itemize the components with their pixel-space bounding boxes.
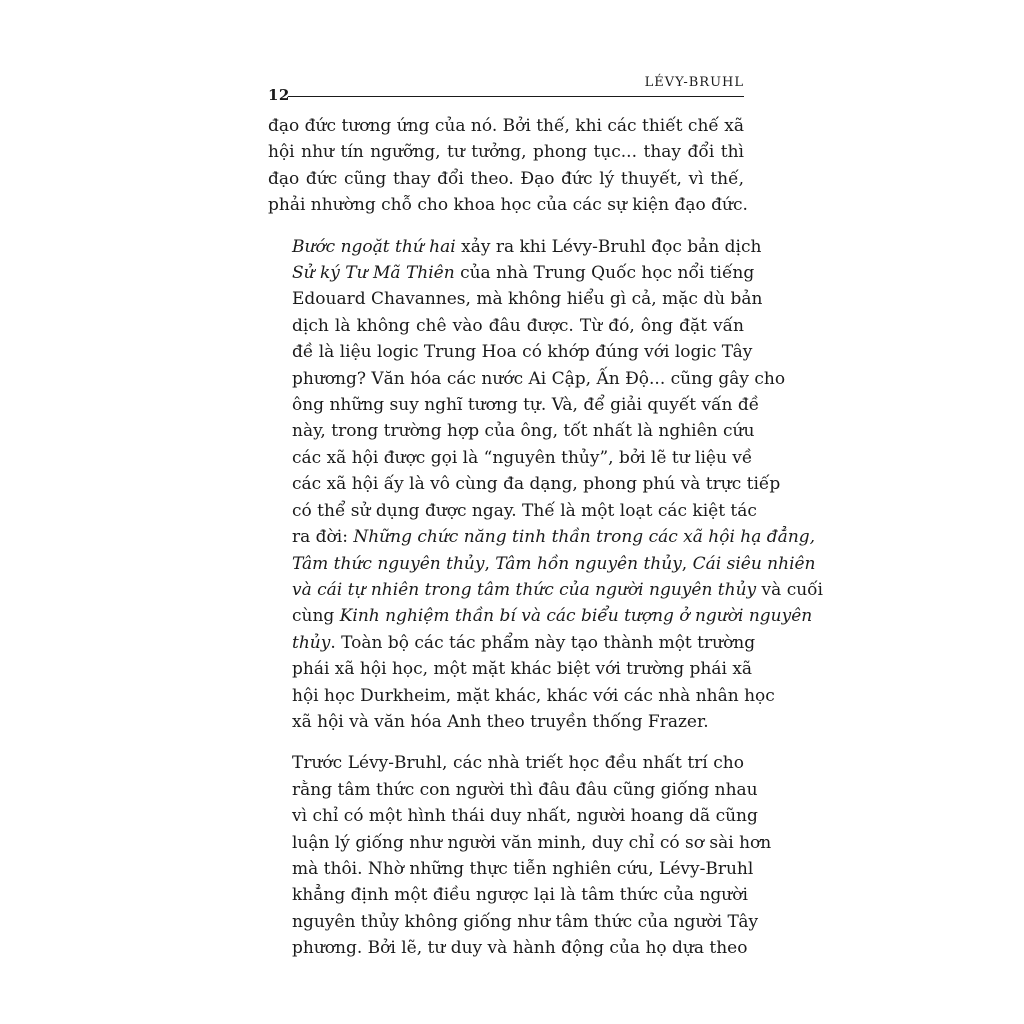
text-line	[268, 630, 756, 656]
text-line	[268, 551, 816, 577]
text-segment: này, trong trường hợp của ông, tốt nhất là nghiên cứu	[292, 421, 755, 442]
text-segment: Edouard Chavannes, mà không hiểu gì cả, mặc dù bản	[292, 289, 763, 310]
text-line	[268, 366, 786, 392]
text-line	[268, 777, 758, 803]
text-line	[268, 166, 744, 192]
italic-title-segment: Cái siêu nhiên	[692, 553, 816, 574]
header-rule	[288, 96, 744, 97]
italic-title-segment: và cái tự nhiên trong tâm thức của người nguyên thủy	[292, 579, 757, 600]
text-segment: các xã hội ấy là vô cùng đa dạng, phong phú và trực tiếp	[292, 474, 781, 495]
text-line	[268, 339, 753, 365]
paragraph	[268, 234, 823, 736]
text-line	[268, 803, 758, 829]
text-line	[268, 445, 753, 471]
text-segment: rằng tâm thức con người thì đâu đâu cũng giống nhau	[292, 779, 758, 800]
text-segment: Trước Lévy-Bruhl, các nhà triết học đều nhất trí cho	[292, 753, 744, 774]
text-line	[268, 882, 748, 908]
text-line	[268, 856, 754, 882]
text-line	[268, 139, 744, 165]
text-line	[268, 260, 755, 286]
text-line	[268, 392, 760, 418]
text-segment: nguyên thủy không giống như tâm thức của người Tây	[292, 911, 759, 932]
text-line	[268, 750, 744, 776]
text-segment: ra đời:	[292, 527, 354, 548]
text-segment: phương. Bởi lẽ, tư duy và hành động của họ dựa theo	[292, 938, 748, 959]
text-segment: và cuối	[756, 579, 823, 600]
text-line	[268, 935, 748, 961]
text-segment: phái xã hội học, một mặt khác biệt với trường phái xã	[292, 659, 753, 680]
text-segment: ,	[484, 553, 496, 574]
text-line	[268, 709, 744, 735]
text-segment: đạo đức cũng thay đổi theo. Đạo đức lý thuyết, vì thế,	[268, 168, 744, 189]
text-line	[268, 909, 759, 935]
italic-title-segment: Sử ký Tư Mã Thiên	[292, 263, 455, 284]
italic-title-segment: Tâm hồn nguyên thủy	[495, 553, 682, 574]
text-line	[268, 830, 772, 856]
text-line	[268, 113, 744, 139]
paragraph	[268, 750, 772, 961]
text-segment: xảy ra khi Lévy-Bruhl đọc bản dịch	[455, 236, 762, 257]
text-segment: có thể sử dụng được ngay. Thế là một loạt các kiệt tác	[292, 500, 757, 521]
text-segment: khẳng định một điều ngược lại là tâm thức của người	[292, 885, 748, 906]
text-segment: luận lý giống như người văn minh, duy chỉ có sơ sài hơn	[292, 832, 772, 853]
text-segment: dịch là không chê vào đâu được. Từ đó, ông đặt vấn	[292, 315, 744, 336]
text-segment: hội như tín ngưỡng, tư tưởng, phong tục... thay đổi thì	[268, 142, 744, 163]
text-line	[268, 656, 753, 682]
text-segment: của nhà Trung Quốc học nổi tiếng	[454, 263, 755, 284]
italic-title-segment: Bước ngoặt thứ hai	[292, 236, 456, 257]
italic-title-segment: Kinh nghiệm thần bí và các biểu tượng ở người nguyên	[339, 606, 813, 627]
book-page	[268, 70, 823, 962]
text-segment: vì chỉ có một hình thái duy nhất, người hoang dã cũng	[292, 806, 758, 827]
text-line	[268, 234, 762, 260]
page-number: 12	[268, 86, 290, 104]
text-segment: hội học Durkheim, mặt khác, khác với các nhà nhân học	[292, 685, 775, 706]
text-line	[268, 471, 781, 497]
italic-title-segment: Những chức năng tinh thần trong các xã hội hạ đẳng,	[353, 527, 816, 548]
text-line	[268, 683, 775, 709]
paragraph	[268, 113, 748, 219]
text-line	[268, 418, 755, 444]
text-segment: phải nhường chỗ cho khoa học của các sự kiện đạo đức.	[268, 195, 748, 216]
text-segment: . Toàn bộ các tác phẩm này tạo thành một trường	[330, 632, 756, 653]
text-line	[268, 286, 763, 312]
text-line	[268, 313, 744, 339]
italic-title-segment: Tâm thức nguyên thủy	[292, 553, 485, 574]
text-line	[268, 577, 823, 603]
text-segment: phương? Văn hóa các nước Ai Cập, Ấn Độ... cũng gây cho	[292, 368, 786, 389]
text-segment: xã hội và văn hóa Anh theo truyền thống Frazer.	[292, 711, 709, 732]
text-line	[268, 192, 748, 218]
running-title: LÉVY-BRUHL	[644, 75, 744, 90]
text-segment: đề là liệu logic Trung Hoa có khớp đúng với logic Tây	[292, 342, 753, 363]
text-segment: các xã hội được gọi là “nguyên thủy”, bởi lẽ tư liệu về	[292, 447, 753, 468]
text-line	[268, 603, 813, 629]
text-segment: cùng	[292, 606, 340, 627]
text-segment: mà thôi. Nhờ những thực tiễn nghiên cứu, Lévy-Bruhl	[292, 858, 754, 879]
text-segment: ông những suy nghĩ tương tự. Và, để giải quyết vấn đề	[292, 395, 760, 416]
text-segment: ,	[681, 553, 693, 574]
text-segment: đạo đức tương ứng của nó. Bởi thế, khi các thiết chế xã	[268, 116, 744, 136]
italic-title-segment: thủy	[292, 632, 331, 653]
text-line	[268, 524, 816, 550]
text-line	[268, 498, 757, 524]
running-header	[268, 70, 744, 104]
